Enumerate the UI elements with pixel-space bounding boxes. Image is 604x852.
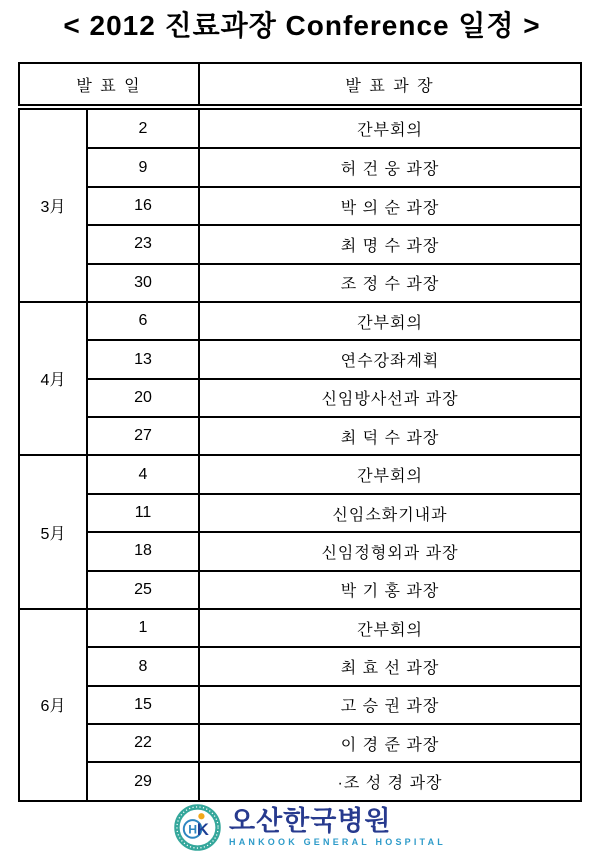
table-row [19, 225, 581, 263]
day-cell: 22 [87, 724, 199, 762]
day-cell: 4 [87, 455, 199, 493]
table-row [19, 609, 581, 647]
hospital-logo-text [229, 806, 446, 848]
day-cell: 29 [87, 762, 199, 801]
presenter-cell: ·조 성 경 과장 [199, 762, 581, 801]
presenter-cell: 연수강좌계획 [199, 340, 581, 378]
day-cell: 27 [87, 417, 199, 455]
table-row [19, 107, 581, 148]
day-cell: 18 [87, 532, 199, 570]
table-row [19, 647, 581, 685]
hospital-logo-icon [174, 804, 221, 851]
hospital-name-english: HANKOOK GENERAL HOSPITAL [229, 837, 446, 847]
presenter-cell: 이 경 준 과장 [199, 724, 581, 762]
day-cell: 30 [87, 264, 199, 302]
presenter-cell: 간부회의 [199, 609, 581, 647]
table-row [19, 302, 581, 340]
table-row [19, 417, 581, 455]
table-row [19, 762, 581, 801]
table-row [19, 494, 581, 532]
monogram-h: H [188, 821, 198, 836]
table-row [19, 686, 581, 724]
table-row [19, 148, 581, 186]
presenter-cell: 신임소화기내과 [199, 494, 581, 532]
month-cell-may: 5月 [19, 455, 87, 609]
presenter-cell: 신임방사선과 과장 [199, 379, 581, 417]
table-row [19, 724, 581, 762]
month-cell-june: 6月 [19, 609, 87, 801]
table-row [19, 379, 581, 417]
presenter-cell: 최 효 선 과장 [199, 647, 581, 685]
day-cell: 23 [87, 225, 199, 263]
day-cell: 11 [87, 494, 199, 532]
table-row [19, 340, 581, 378]
day-cell: 6 [87, 302, 199, 340]
monogram-k: K [196, 819, 209, 839]
presenter-cell: 허 건 웅 과장 [199, 148, 581, 186]
logo-orange-dot [198, 813, 204, 819]
presenter-cell: 최 명 수 과장 [199, 225, 581, 263]
month-cell-march: 3月 [19, 107, 87, 302]
day-cell: 13 [87, 340, 199, 378]
day-cell: 8 [87, 647, 199, 685]
presenter-cell: 박 기 홍 과장 [199, 571, 581, 609]
conference-schedule-table [18, 62, 582, 802]
presenter-cell: 고 승 권 과장 [199, 686, 581, 724]
header-presentation-date: 발 표 일 [19, 63, 199, 107]
presenter-cell: 간부회의 [199, 302, 581, 340]
table-row [19, 532, 581, 570]
day-cell: 2 [87, 107, 199, 148]
day-cell: 25 [87, 571, 199, 609]
presenter-cell: 신임정형외과 과장 [199, 532, 581, 570]
table-row [19, 264, 581, 302]
hospital-logo [8, 803, 604, 851]
table-header-row [19, 63, 581, 107]
day-cell: 20 [87, 379, 199, 417]
presenter-cell: 박 의 순 과장 [199, 187, 581, 225]
day-cell: 15 [87, 686, 199, 724]
table-row [19, 455, 581, 493]
month-cell-april: 4月 [19, 302, 87, 456]
day-cell: 1 [87, 609, 199, 647]
day-cell: 9 [87, 148, 199, 186]
hospital-name-korean: 오산한국병원 [229, 806, 392, 836]
presenter-cell: 최 덕 수 과장 [199, 417, 581, 455]
table-row [19, 187, 581, 225]
table-row [19, 571, 581, 609]
header-presenter: 발 표 과 장 [199, 63, 581, 107]
page-title: < 2012 진료과장 Conference 일정 > [63, 10, 541, 41]
day-cell: 16 [87, 187, 199, 225]
presenter-cell: 간부회의 [199, 107, 581, 148]
presenter-cell: 간부회의 [199, 455, 581, 493]
presenter-cell: 조 정 수 과장 [199, 264, 581, 302]
